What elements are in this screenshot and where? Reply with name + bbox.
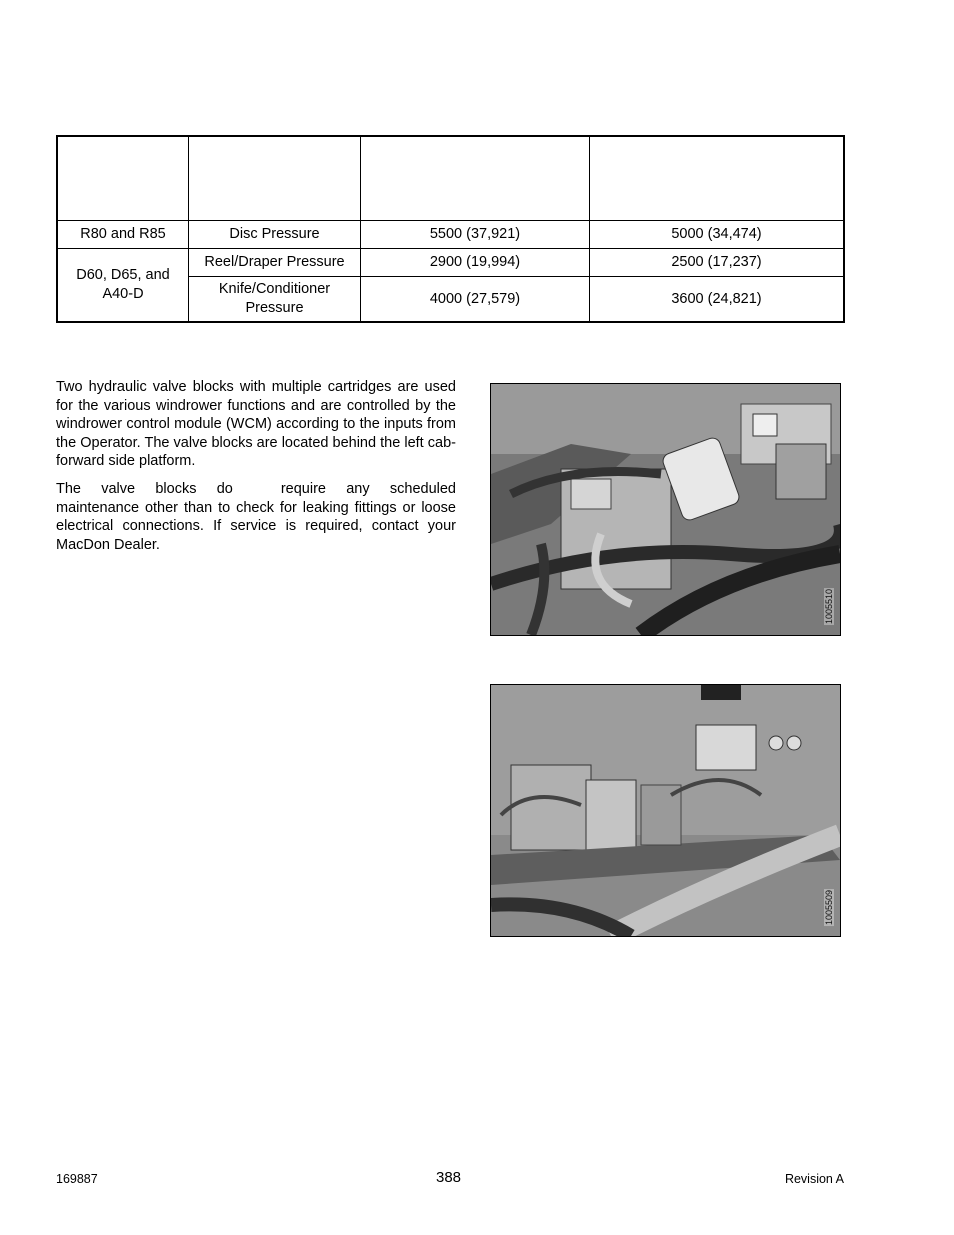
valve-location-photo <box>490 684 841 937</box>
page-number: 388 <box>436 1169 462 1186</box>
header-cell <box>189 136 361 221</box>
pressure-spec-table <box>56 135 845 323</box>
pressure-cell: 2900 (19,994) <box>361 249 590 277</box>
pressure-cell: 5000 (34,474) <box>590 221 845 249</box>
table-row <box>57 249 844 277</box>
model-cell: D60, D65, and A40-D <box>57 249 189 323</box>
figure-id: 1005510 <box>824 588 834 624</box>
pressure-cell: 5500 (37,921) <box>361 221 590 249</box>
valve-block-illustration <box>491 384 840 635</box>
paragraph-1: Two hydraulic valve blocks with multiple cartridges are used for the various windrower functions and are controlled by the windrower control module (WCM) according to the inputs from the Operator. The valve blocks are located behind the left cab-forward side platform. <box>56 379 456 470</box>
function-cell: Reel/Draper Pressure <box>189 249 361 277</box>
valve-block-photo <box>490 383 841 636</box>
function-cell: Disc Pressure <box>189 221 361 249</box>
table-row <box>57 221 844 249</box>
paragraph-2 <box>56 480 456 554</box>
header-cell <box>590 136 845 221</box>
pressure-cell: 4000 (27,579) <box>361 277 590 323</box>
pressure-cell: 3600 (24,821) <box>590 277 845 323</box>
doc-number: 169887 <box>56 1172 98 1186</box>
header-cell <box>361 136 590 221</box>
function-cell: Knife/Conditioner Pressure <box>189 277 361 323</box>
pressure-cell: 2500 (17,237) <box>590 249 845 277</box>
table-header-row <box>57 136 844 221</box>
paragraph-2-end: require any scheduled maintenance other than to check for leaking fittings or loose electrical connections. If service is required, contact your MacDon Dealer. <box>56 480 456 553</box>
paragraph-2-start: The valve blocks do <box>56 480 233 497</box>
revision: Revision A <box>784 1172 844 1186</box>
body-text <box>56 378 456 563</box>
valve-location-illustration <box>491 685 840 936</box>
header-cell <box>57 136 189 221</box>
model-cell: R80 and R85 <box>57 221 189 249</box>
figure-id: 1005509 <box>824 889 834 925</box>
